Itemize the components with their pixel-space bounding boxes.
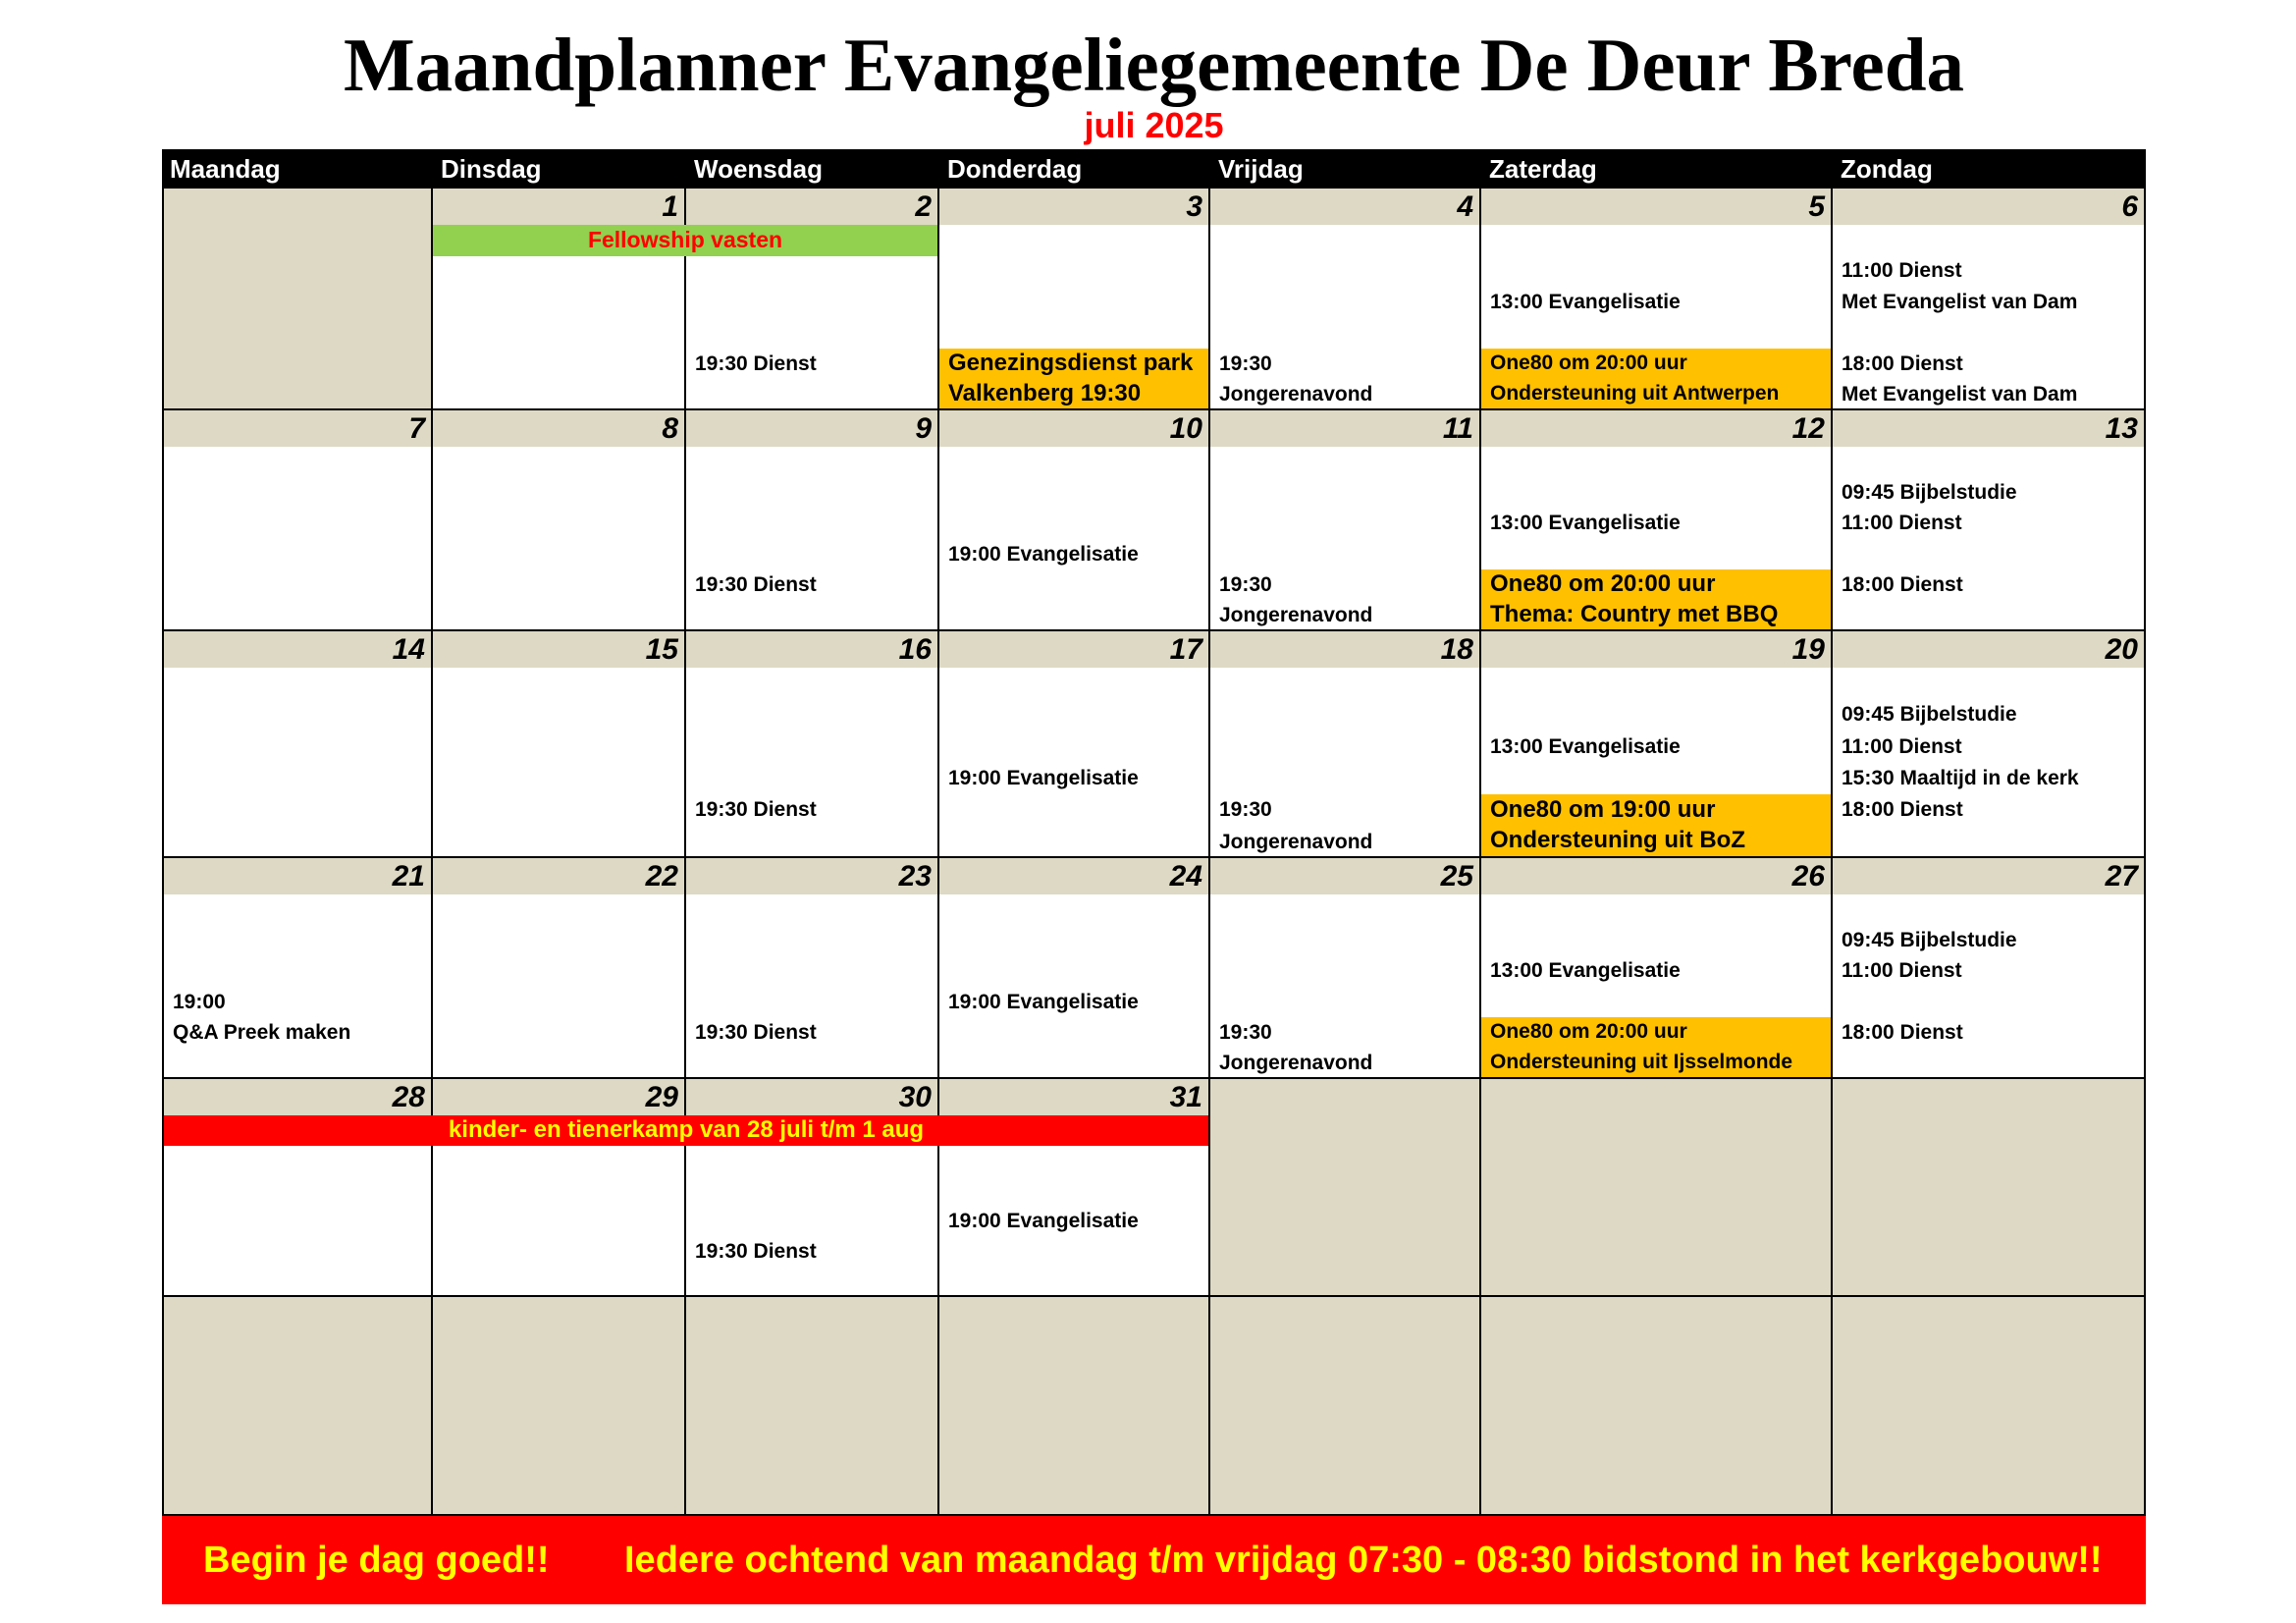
event-line: 15:30 Maaltijd in de kerk — [1842, 767, 2079, 790]
camp-banner: kinder- en tienerkamp van 28 juli t/m 1 aug — [164, 1115, 1208, 1146]
weekday-friday: Vrijdag — [1218, 154, 1304, 184]
highlight-line: Thema: Country met BBQ — [1490, 600, 1779, 627]
day-number: 28 — [164, 1079, 431, 1115]
day-cell-31 — [939, 1079, 1210, 1297]
event-line: 19:30 Dienst — [695, 798, 817, 822]
day-number: 3 — [939, 189, 1208, 225]
event-line: 19:30 — [1219, 1020, 1272, 1044]
event-line: 13:00 Evangelisatie — [1490, 959, 1681, 983]
day-number: 13 — [1833, 410, 2144, 447]
event-line: 19:30 Dienst — [695, 1239, 817, 1263]
day-number: 20 — [1833, 631, 2144, 668]
day-number: 26 — [1481, 858, 1831, 894]
day-number: 5 — [1481, 189, 1831, 225]
one80-highlight — [1481, 349, 1831, 408]
day-number: 12 — [1481, 410, 1831, 447]
day-number: 29 — [433, 1079, 684, 1115]
highlight-line: Genezingsdienst park — [948, 350, 1194, 377]
event-line: 19:30 Dienst — [695, 352, 817, 375]
day-cell-1 — [433, 189, 686, 410]
event-line: 11:00 Dienst — [1842, 734, 1962, 758]
day-number: 6 — [1833, 189, 2144, 225]
empty-day-cell — [1481, 1079, 1833, 1297]
day-number: 31 — [939, 1079, 1208, 1115]
empty-day-cell — [1833, 1079, 2146, 1297]
empty-day-cell — [1833, 1297, 2146, 1516]
day-number: 23 — [686, 858, 937, 894]
day-number: 9 — [686, 410, 937, 447]
weekday-header — [162, 149, 2146, 189]
prayer-footer-banner — [162, 1516, 2146, 1604]
day-number: 4 — [1210, 189, 1479, 225]
empty-day-cell — [433, 1297, 686, 1516]
event-line: 09:45 Bijbelstudie — [1842, 703, 2017, 727]
weekday-monday: Maandag — [170, 154, 281, 184]
one80-highlight — [1481, 1017, 1831, 1077]
day-number: 2 — [686, 189, 937, 225]
event-line: Met Evangelist van Dam — [1842, 290, 2078, 313]
event-line: 19:30 — [1219, 798, 1272, 822]
day-cell-28 — [164, 1079, 433, 1297]
week-row-5 — [162, 1079, 2146, 1297]
footer-prayer-notice: Iedere ochtend van maandag t/m vrijdag 07:30 - 08:30 bidstond in het kerkgebouw!! — [624, 1540, 2103, 1581]
day-number: 25 — [1210, 858, 1479, 894]
event-line: 19:00 Evangelisatie — [948, 542, 1139, 566]
one80-highlight — [1481, 569, 1831, 629]
event-line: 13:00 Evangelisatie — [1490, 734, 1681, 758]
day-cell-15 — [433, 631, 686, 858]
day-number: 1 — [433, 189, 684, 225]
month-calendar — [162, 149, 2146, 1516]
event-line: 18:00 Dienst — [1842, 798, 1963, 822]
event-line: 18:00 Dienst — [1842, 1020, 1963, 1044]
day-number: 10 — [939, 410, 1208, 447]
day-number: 16 — [686, 631, 937, 668]
weekday-tuesday: Dinsdag — [441, 154, 542, 184]
event-line: 19:30 Dienst — [695, 1020, 817, 1044]
event-line: 19:00 — [173, 990, 226, 1013]
empty-day-cell — [686, 1297, 939, 1516]
day-number: 14 — [164, 631, 431, 668]
week-row-4 — [162, 858, 2146, 1079]
event-line: Jongerenavond — [1219, 383, 1373, 406]
day-cell-24 — [939, 858, 1210, 1079]
event-line: 19:00 Evangelisatie — [948, 767, 1139, 790]
weekday-wednesday: Woensdag — [694, 154, 823, 184]
highlight-line: Valkenberg 19:30 — [948, 379, 1142, 406]
highlight-line: One80 om 20:00 uur — [1490, 1020, 1687, 1044]
highlight-line: Ondersteuning uit Ijsselmonde — [1490, 1050, 1793, 1073]
highlight-line: Ondersteuning uit BoZ — [1490, 827, 1745, 854]
event-line: 13:00 Evangelisatie — [1490, 512, 1681, 535]
day-cell-17 — [939, 631, 1210, 858]
empty-day-cell — [1481, 1297, 1833, 1516]
week-row-6 — [162, 1297, 2146, 1516]
event-line: 09:45 Bijbelstudie — [1842, 480, 2017, 504]
day-number: 11 — [1210, 410, 1479, 447]
day-cell-14 — [164, 631, 433, 858]
day-cell-7 — [164, 410, 433, 631]
day-number: 21 — [164, 858, 431, 894]
event-line: Jongerenavond — [1219, 830, 1373, 853]
weekday-sunday: Zondag — [1841, 154, 1933, 184]
day-number: 27 — [1833, 858, 2144, 894]
empty-day-cell — [939, 1297, 1210, 1516]
day-cell-29 — [433, 1079, 686, 1297]
event-line: 13:00 Evangelisatie — [1490, 290, 1681, 313]
event-line: 19:30 Dienst — [695, 572, 817, 596]
event-line: 18:00 Dienst — [1842, 352, 1963, 375]
empty-day-cell — [164, 189, 433, 410]
highlight-line: One80 om 20:00 uur — [1490, 352, 1687, 375]
event-line: 18:00 Dienst — [1842, 572, 1963, 596]
empty-day-cell — [1210, 1079, 1481, 1297]
weekday-thursday: Donderdag — [947, 154, 1083, 184]
event-line: Jongerenavond — [1219, 604, 1373, 627]
event-line: Jongerenavond — [1219, 1052, 1373, 1075]
event-line: 11:00 Dienst — [1842, 959, 1962, 983]
day-number: 17 — [939, 631, 1208, 668]
event-line: 09:45 Bijbelstudie — [1842, 928, 2017, 951]
week-row-2 — [162, 410, 2146, 631]
highlight-line: Ondersteuning uit Antwerpen — [1490, 381, 1780, 405]
day-cell-22 — [433, 858, 686, 1079]
healing-service-highlight — [939, 349, 1208, 408]
day-number: 22 — [433, 858, 684, 894]
event-line: 19:00 Evangelisatie — [948, 990, 1139, 1013]
month-label: juli 2025 — [1084, 105, 1224, 145]
empty-day-cell — [164, 1297, 433, 1516]
day-cell-8 — [433, 410, 686, 631]
weekday-saturday: Zaterdag — [1489, 154, 1597, 184]
event-line: 11:00 Dienst — [1842, 512, 1962, 535]
page-title: Maandplanner Evangeliegemeente De Deur Breda — [343, 23, 1965, 107]
event-line: 19:30 — [1219, 352, 1272, 375]
empty-day-cell — [1210, 1297, 1481, 1516]
one80-highlight — [1481, 794, 1831, 856]
event-line: 19:30 — [1219, 572, 1272, 596]
day-number: 19 — [1481, 631, 1831, 668]
fellowship-banner: Fellowship vasten — [433, 225, 937, 256]
day-number: 15 — [433, 631, 684, 668]
event-line: Met Evangelist van Dam — [1842, 383, 2078, 406]
day-number: 7 — [164, 410, 431, 447]
event-line: Q&A Preek maken — [173, 1020, 351, 1044]
day-cell-10 — [939, 410, 1210, 631]
event-line: 19:00 Evangelisatie — [948, 1209, 1139, 1232]
day-number: 8 — [433, 410, 684, 447]
highlight-line: One80 om 20:00 uur — [1490, 570, 1716, 598]
week-row-1 — [162, 189, 2146, 410]
day-number: 18 — [1210, 631, 1479, 668]
week-row-3 — [162, 631, 2146, 858]
day-number: 30 — [686, 1079, 937, 1115]
highlight-line: One80 om 19:00 uur — [1490, 795, 1716, 823]
footer-slogan: Begin je dag goed!! — [203, 1540, 550, 1581]
day-number: 24 — [939, 858, 1208, 894]
event-line: 11:00 Dienst — [1842, 259, 1962, 283]
